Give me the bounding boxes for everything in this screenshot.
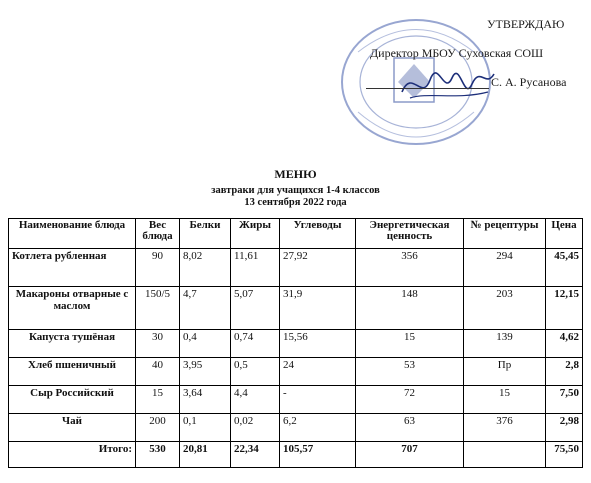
table-row	[9, 249, 583, 287]
dish-carbs: 6,2	[280, 414, 356, 442]
table-row	[9, 287, 583, 330]
dish-carbs: -	[280, 386, 356, 414]
dish-recipe: 15	[464, 386, 546, 414]
dish-energy: 72	[356, 386, 464, 414]
dish-price: 2,8	[546, 358, 583, 386]
dish-protein: 3,95	[180, 358, 231, 386]
dish-carbs: 27,92	[280, 249, 356, 287]
total-recipe	[464, 442, 546, 468]
dish-protein: 8,02	[180, 249, 231, 287]
header-carbs: Углеводы	[280, 219, 356, 249]
dish-name: Чай	[9, 414, 136, 442]
dish-weight: 40	[136, 358, 180, 386]
total-weight: 530	[136, 442, 180, 468]
dish-protein: 0,1	[180, 414, 231, 442]
dish-recipe: Пр	[464, 358, 546, 386]
approval-title: УТВЕРЖДАЮ	[487, 17, 565, 31]
dish-energy: 148	[356, 287, 464, 330]
dish-fat: 11,61	[231, 249, 280, 287]
dish-recipe: 294	[464, 249, 546, 287]
dish-energy: 15	[356, 330, 464, 358]
total-row	[9, 442, 583, 468]
header-energy: Энергетическая ценность	[356, 219, 464, 249]
header-price: Цена	[546, 219, 583, 249]
table-row	[9, 330, 583, 358]
dish-fat: 0,02	[231, 414, 280, 442]
dish-fat: 4,4	[231, 386, 280, 414]
dish-weight: 30	[136, 330, 180, 358]
table-header-row	[9, 219, 583, 249]
dish-name: Хлеб пшеничный	[9, 358, 136, 386]
dish-weight: 90	[136, 249, 180, 287]
dish-energy: 63	[356, 414, 464, 442]
dish-recipe: 139	[464, 330, 546, 358]
total-energy: 707	[356, 442, 464, 468]
header-name: Наименование блюда	[9, 219, 136, 249]
dish-fat: 0,5	[231, 358, 280, 386]
dish-name: Макароны отварные с маслом	[9, 287, 136, 330]
document-subtitle: завтраки для учащихся 1-4 классов	[211, 185, 380, 196]
total-protein: 20,81	[180, 442, 231, 468]
dish-weight: 15	[136, 386, 180, 414]
table-row	[9, 386, 583, 414]
approval-name: С. А. Русанова	[491, 75, 567, 89]
dish-energy: 53	[356, 358, 464, 386]
approval-position: Директор МБОУ Суховская СОШ	[370, 46, 544, 60]
header-fat: Жиры	[231, 219, 280, 249]
document-title: МЕНЮ	[274, 167, 317, 181]
dish-protein: 4,7	[180, 287, 231, 330]
approval-block	[0, 0, 591, 150]
dish-name: Котлета рубленная	[9, 249, 136, 287]
total-label: Итого:	[9, 442, 136, 468]
table-row	[9, 358, 583, 386]
total-carbs: 105,57	[280, 442, 356, 468]
dish-weight: 150/5	[136, 287, 180, 330]
dish-weight: 200	[136, 414, 180, 442]
dish-energy: 356	[356, 249, 464, 287]
dish-recipe: 376	[464, 414, 546, 442]
dish-fat: 0,74	[231, 330, 280, 358]
document-date: 13 сентября 2022 года	[244, 197, 347, 208]
header-recipe: № рецептуры	[464, 219, 546, 249]
signature-line	[366, 88, 489, 89]
dish-recipe: 203	[464, 287, 546, 330]
dish-protein: 0,4	[180, 330, 231, 358]
table-row	[9, 414, 583, 442]
dish-carbs: 24	[280, 358, 356, 386]
dish-name: Сыр Российский	[9, 386, 136, 414]
total-price: 75,50	[546, 442, 583, 468]
header-weight: Вес блюда	[136, 219, 180, 249]
header-protein: Белки	[180, 219, 231, 249]
dish-protein: 3,64	[180, 386, 231, 414]
dish-price: 7,50	[546, 386, 583, 414]
dish-name: Капуста тушёная	[9, 330, 136, 358]
dish-price: 45,45	[546, 249, 583, 287]
dish-price: 4,62	[546, 330, 583, 358]
signature	[398, 62, 498, 108]
dish-carbs: 31,9	[280, 287, 356, 330]
dish-carbs: 15,56	[280, 330, 356, 358]
total-fat: 22,34	[231, 442, 280, 468]
dish-price: 2,98	[546, 414, 583, 442]
menu-table	[8, 218, 583, 468]
dish-price: 12,15	[546, 287, 583, 330]
dish-fat: 5,07	[231, 287, 280, 330]
